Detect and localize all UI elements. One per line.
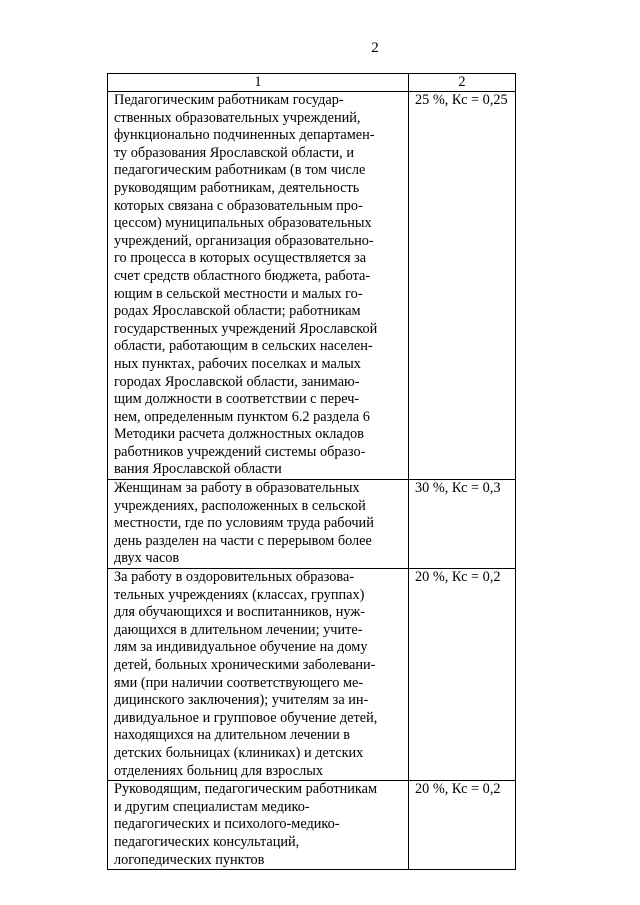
rate-cell: 25 %, Кс = 0,25 [409,92,516,480]
rate-cell: 20 %, Кс = 0,2 [409,781,516,870]
column-header-1: 1 [108,74,409,92]
rate-cell: 30 %, Кс = 0,3 [409,480,516,569]
table-row [108,569,516,781]
category-cell: За работу в оздоровительных образова- тельных учреждениях (классах, группах) для обучающихся и воспитанников, нуж- дающихся в длительном лечении; учите- лям за индивидуальное обучение на дому детей, больных хроническими заболевани- ями (при наличии соответствующего ме- дицинского заключения); учителям за ин- дивидуальное и групповое обучение детей, находящихся на длительном лечении в детских больницах (клиниках) и детских отделениях больниц для взрослых [108,569,409,781]
page-number: 2 [371,40,379,56]
category-cell: Педагогическим работникам государ- ственных образовательных учреждений, функционально подчиненных департамен- ту образования Ярославской области, и педагогическим работникам (в том числе руководящим работникам, деятельность которых связана с образовательным про- цессом) муниципальных образовательных учреждений, организация образовательно- го процесса в которых осуществляется за счет средств областного бюджета, работа- ющим в сельской местности и малых го- родах Ярославской области; работникам государственных учреждений Ярославской области, работающим в сельских населен- ных пунктах, рабочих поселках и малых городах Ярославской области, занимаю- щим должности в соответствии с переч- нем, определенным пунктом 6.2 раздела 6 Методики расчета должностных окладов работников учреждений системы образо- вания Ярославской области [108,92,409,480]
table-row [108,781,516,870]
table-row [108,480,516,569]
allowance-table [107,73,516,870]
rate-cell: 20 %, Кс = 0,2 [409,569,516,781]
table-header-row [108,74,516,92]
category-cell: Женщинам за работу в образовательных учреждениях, расположенных в сельской местности, где по условиям труда рабочий день разделен на части с перерывом более двух часов [108,480,409,569]
category-cell: Руководящим, педагогическим работникам и другим специалистам медико- педагогических и психолого-медико- педагогических консультаций, логопедических пунктов [108,781,409,870]
table-row [108,92,516,480]
column-header-2: 2 [409,74,516,92]
